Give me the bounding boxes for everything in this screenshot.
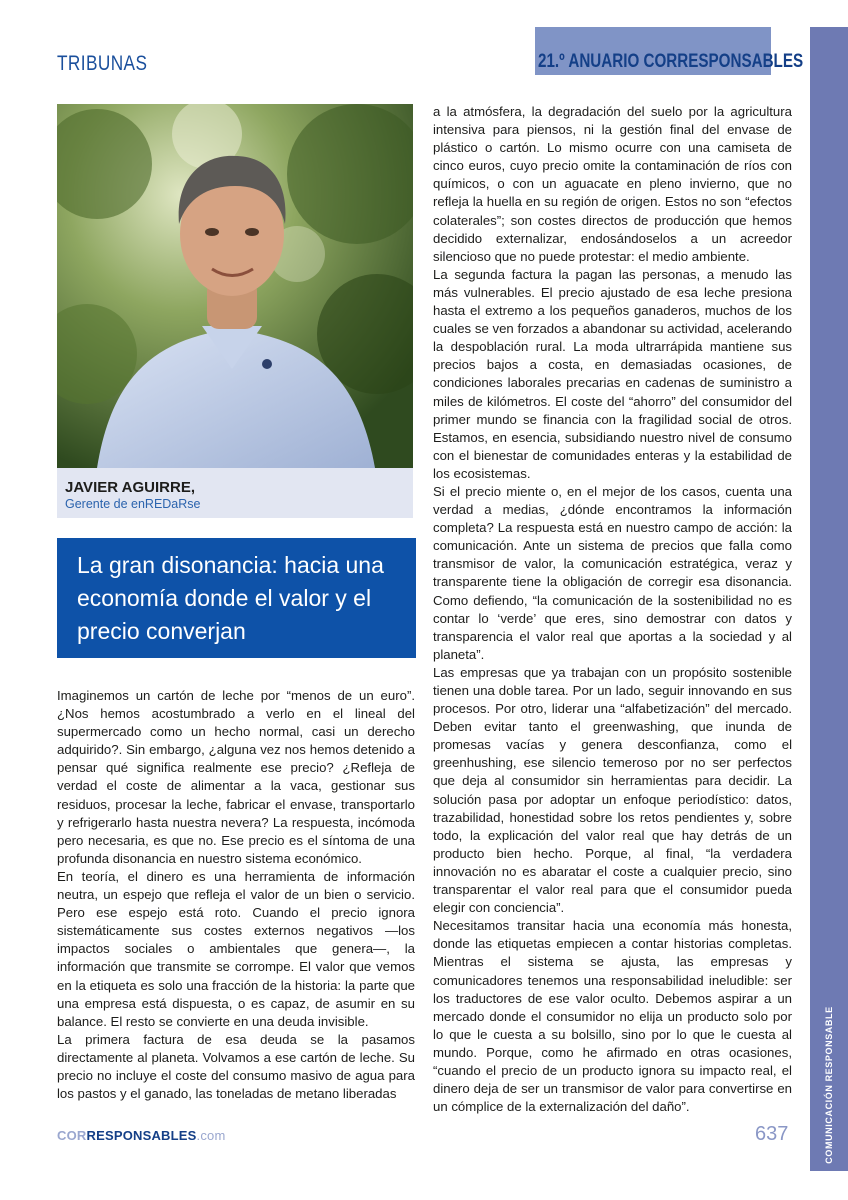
author-photo [57,104,413,468]
paragraph: La primera factura de esa deuda se la pasamos directamente al planeta. Volvamos a ese cartón de leche. Su precio no incluye el coste del consumo masivo de agua para los pastos y el ganado, las toneladas de metano liberadas [57,1031,415,1102]
footer-logo [57,1128,226,1143]
article-column-right [433,103,792,1116]
author-caption [57,468,413,518]
paragraph: Necesitamos transitar hacia una economía más honesta, donde las etiquetas empiecen a contar historias completas. Mientras el sistema se ajusta, las empresas y comunicadores tenemos una responsabilidad ineludible: ser los traductores de ese valor oculto. Debemos aspirar a un mercado donde el consumidor no elija un producto solo por lo que le cuesta a su bolsillo, sino por lo que le cuesta al mundo. Porque, como he afirmado en otras ocasiones, “cuando el precio de un producto ignora su impacto real, el dinero deja de ser un transmisor de valor para convertirse en un cómplice de la externalización del daño”. [433,918,792,1115]
paragraph: Imaginemos un cartón de leche por “menos de un euro”. ¿Nos hemos acostumbrado a verlo en el lineal del supermercado como un hecho normal, casi un derecho adquirido?. Sin embargo, ¿alguna vez nos hemos detenido a pensar qué significa realmente ese precio? ¿Refleja de verdad el coste de alimentar a la vaca, gestionar sus residuos, procesar la leche, fabricar el envase, transportarlo y refrigerarlo hasta nuestra nevera? La respuesta, incómoda pero necesaria, es que no. Ese precio es el síntoma de una profunda disonancia en nuestro sistema económico. [57,688,415,866]
paragraph: Las empresas que ya trabajan con un propósito sostenible tienen una doble tarea. Por un lado, seguir innovando en sus procesos. Por otro, liderar una “alfabetización” del mercado. Deben evitar tanto el greenwashing, que inunda de promesas vacías y genera desconfianza, como el greenhushing, ese silencio temeroso por no ser perfectos que deja al consumidor sin herramientas para decidir. La solución pasa por adoptar un enfoque periodístico: datos, trazabilidad, honestidad sobre los retos pendientes y, sobre todo, la explicación del valor real que hay detrás de un producto bien hecho. Porque, al final, “la verdadera innovación no es abaratar el coste a cualquier precio, sino transparentar el valor real para que el consumidor pueda elegir con conciencia”. [433,664,792,916]
paragraph: La segunda factura la pagan las personas, a menudo las más vulnerables. El precio ajustado de esa leche presiona hasta el extremo a los pequeños ganaderos, muchos de los cuales se ven forzados a abandonar su actividad, acelerando la despoblación rural. La moda ultrarrápida mantiene sus precios bajos a costa, en demasiadas ocasiones, de condiciones laborales precarias en cadenas de suministro a miles de kilómetros. El coste del “ahorro” del consumidor del primer mundo se financia con la fragilidad social de otros. Estamos, en esencia, subsidiando nuestro nivel de consumo con el bienestar de comunidades enteras y la estabilidad de los ecosistemas. [433,266,792,481]
yearbook-title: 21.º ANUARIO CORRESPONSABLES [538,51,804,72]
side-bar-label: COMUNICACIÓN RESPONSABLE [824,1006,834,1164]
author-portrait-illustration [57,104,413,468]
paragraph: Si el precio miente o, en el mejor de los casos, cuenta una verdad a medias, ¿dónde encontramos la información completa? La respuesta está en nuestro campo de acción: la comunicación. Ante un sistema de precios que falla como transmisor de valor, la comunicación estratégica, veraz y transparente tiene la obligación de corregir esa disonancia. Como defiendo, “la comunicación de la sostenibilidad no es contar lo ‘verde’ que eres, sino demostrar con datos y transparencia el valor real que aportas a la sociedad y al planeta”. [433,483,792,662]
article-column-left [57,687,415,1103]
footer-logo-part: COR [57,1128,87,1143]
footer-logo-part: .com [196,1128,226,1143]
paragraph: a la atmósfera, la degradación del suelo por la agricultura intensiva para piensos, ni la gestión final del envase de plástico o cartón. Lo mismo ocurre con una camiseta de cinco euros, cuyo precio omite la contaminación de ríos con químicos, o con un aguacate en pleno invierno, que no refleja la huella en su región de origen. Estos no son “efectos colaterales”; son costes directos de producción que hemos decidido externalizar, endosándoselos a un acreedor silencioso que no puede protestar: el medio ambiente. [433,104,792,264]
section-label: TRIBUNAS [57,52,148,75]
headline-box [57,538,416,658]
author-role: Gerente de enREDaRse [65,497,201,511]
paragraph: En teoría, el dinero es una herramienta de información neutra, un espejo que refleja el valor de un bien o servicio. Pero ese espejo está roto. Cuando el precio ignora sistemáticamente sus costes externos negativos —los impactos sociales o ambientales que genera—, la información que transmite se corrompe. El valor que vemos en la etiqueta es solo una fracción de la historia: la parte que una empresa está dispuesta, o es capaz, de asumir en su balance. El resto se convierte en una deuda invisible. [57,868,415,1029]
page-number: 637 [755,1123,789,1145]
author-name: JAVIER AGUIRRE, [65,479,196,496]
side-bar [810,27,848,1171]
article-title: La gran disonancia: hacia una economía donde el valor y el precio converjan [77,552,384,644]
footer-logo-part: RESPONSABLES [86,1128,197,1143]
